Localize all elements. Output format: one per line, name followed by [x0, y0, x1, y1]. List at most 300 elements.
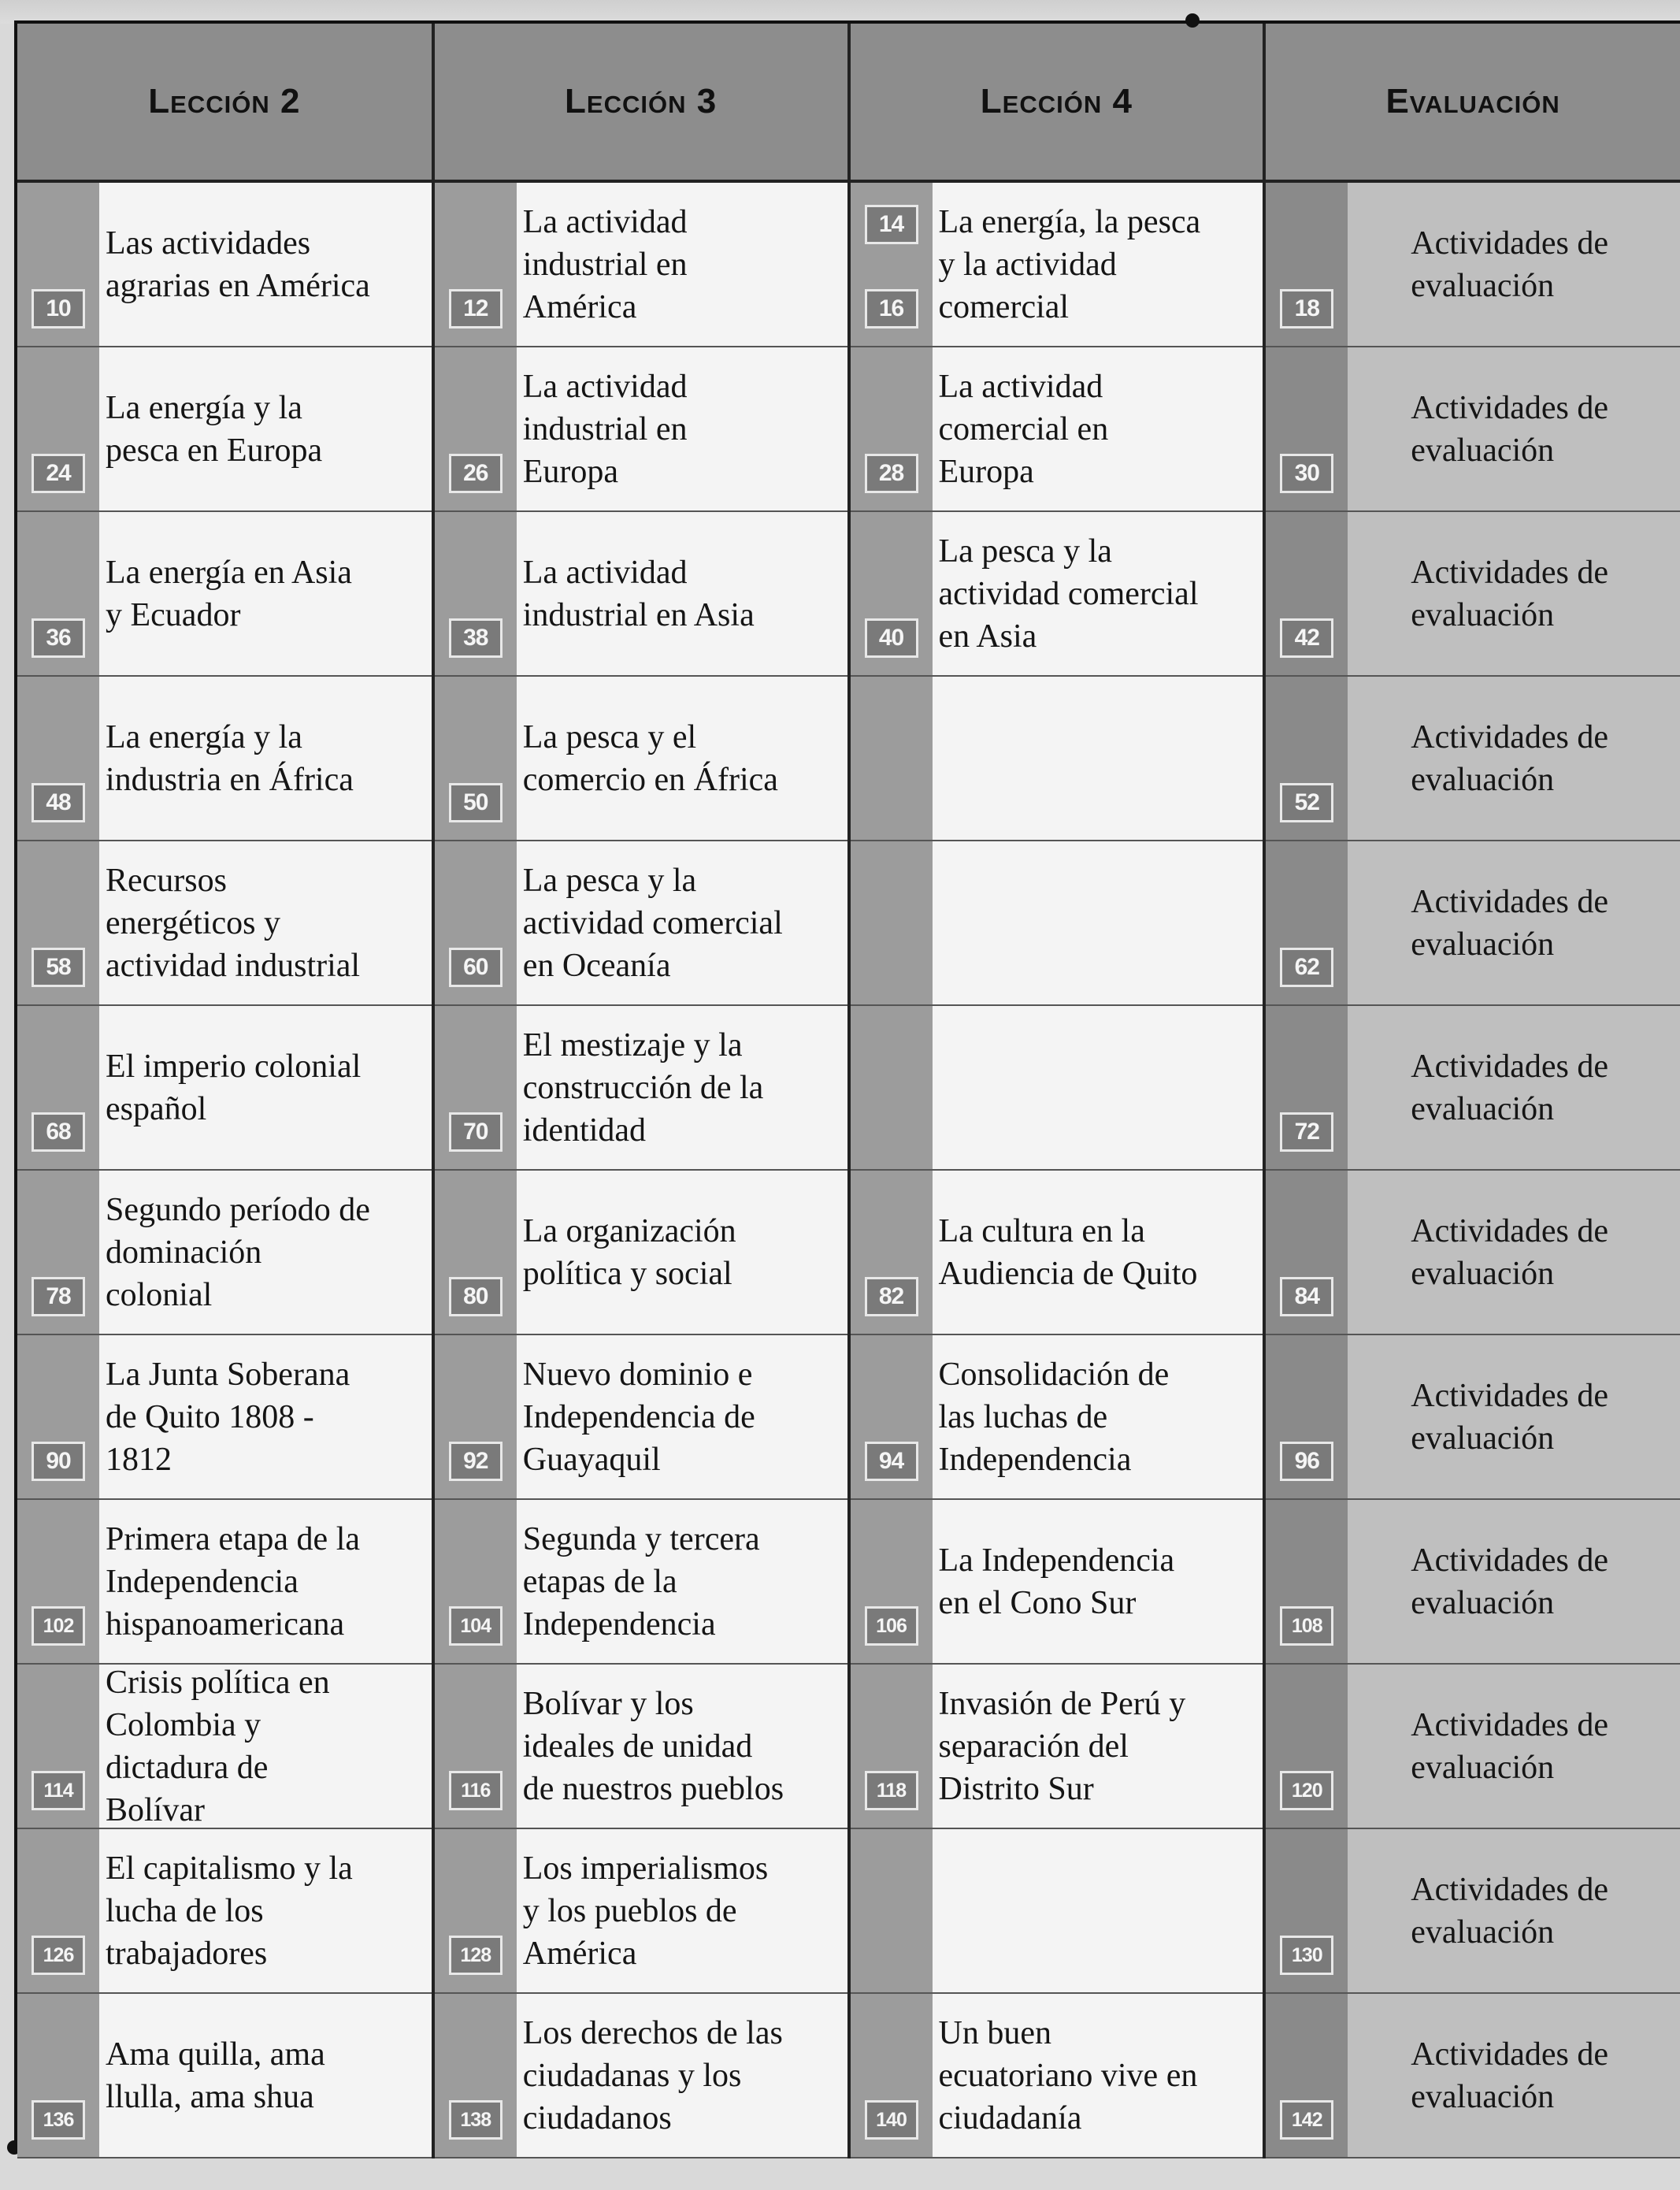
- lesson-title: La pesca y el comercio en África: [522, 718, 778, 798]
- lesson-cell: [1264, 347, 1680, 511]
- lesson-cell: [1264, 511, 1680, 676]
- lesson-cell: [17, 181, 433, 347]
- lesson-title-area: [1348, 1171, 1680, 1334]
- page-strip: [851, 841, 933, 1004]
- lesson-cell: [433, 1334, 849, 1499]
- header-leccion-4: Lección 4: [849, 24, 1265, 181]
- evaluation-title: Actividades de evaluación: [1411, 225, 1608, 304]
- lesson-title: El imperio colonial español: [106, 1048, 362, 1127]
- evaluation-cell: [1266, 677, 1680, 840]
- page-number-badge: 50: [449, 783, 503, 822]
- lesson-cell: [17, 347, 433, 511]
- page-number-badge: 130: [1280, 1936, 1333, 1975]
- page-strip: [17, 512, 99, 675]
- lesson-title: Bolívar y los ideales de unidad de nuestros pueblos: [522, 1685, 784, 1807]
- page-strip: [851, 1006, 933, 1169]
- page-strip: [435, 1665, 517, 1828]
- page-strip: [1266, 677, 1348, 840]
- evaluation-cell: [1266, 512, 1680, 675]
- lesson-title-area: [1348, 1006, 1680, 1169]
- page-number-badge: 128: [449, 1936, 503, 1975]
- page-number-badge: 72: [1280, 1112, 1333, 1152]
- page-strip: [435, 1335, 517, 1498]
- lesson-entry: [435, 1500, 847, 1663]
- lesson-cell: [17, 676, 433, 841]
- page-number-badge: 30: [1280, 454, 1333, 493]
- lesson-cell: [433, 1993, 849, 2158]
- lesson-title-area: [933, 1994, 1263, 2157]
- lesson-cell: [849, 1993, 1265, 2158]
- lesson-entry: [17, 1171, 432, 1334]
- lesson-title-area: [933, 677, 1263, 840]
- page-number-badge: 96: [1280, 1442, 1333, 1481]
- evaluation-cell: [1266, 1829, 1680, 1992]
- lesson-cell: [1264, 1334, 1680, 1499]
- lesson-title: La energía y la industria en África: [106, 718, 354, 798]
- lesson-entry: [851, 1171, 1263, 1334]
- lesson-entry: [435, 1829, 847, 1992]
- lesson-cell: [1264, 1005, 1680, 1170]
- lesson-title: Ama quilla, ama llulla, ama shua: [106, 2036, 325, 2115]
- page-strip: [1266, 1665, 1348, 1828]
- lesson-title: Los imperialismos y los pueblos de América: [522, 1850, 769, 1972]
- page-number-badge: 14: [865, 205, 918, 244]
- lesson-title: Primera etapa de la Independencia hispanoamericana: [106, 1520, 360, 1642]
- lesson-title: La cultura en la Audiencia de Quito: [938, 1212, 1198, 1292]
- lesson-title: Invasión de Perú y separación del Distrito Sur: [938, 1685, 1186, 1807]
- lesson-cell: [849, 1828, 1265, 1993]
- page-number-badge: 52: [1280, 783, 1333, 822]
- lesson-title-area: [1348, 512, 1680, 675]
- page-number-badge: 36: [32, 618, 85, 658]
- page-strip: [1266, 1006, 1348, 1169]
- lesson-title-area: [517, 183, 847, 346]
- lesson-entry: [435, 1994, 847, 2157]
- lesson-title: El mestizaje y la construcción de la identidad: [522, 1026, 764, 1149]
- page-strip: [435, 1171, 517, 1334]
- page-strip: [17, 1006, 99, 1169]
- page-number-badge: 94: [865, 1442, 918, 1481]
- lesson-title: Recursos energéticos y actividad industrial: [106, 862, 361, 984]
- page-strip: [435, 1500, 517, 1663]
- lesson-cell: [433, 841, 849, 1005]
- lesson-title: Un buen ecuatoriano vive en ciudadanía: [938, 2014, 1198, 2136]
- page-number-badge: 24: [32, 454, 85, 493]
- lesson-cell: [1264, 1664, 1680, 1828]
- page-number-badge: 26: [449, 454, 503, 493]
- contents-table: [14, 20, 1680, 2147]
- header-leccion-3: Lección 3: [433, 24, 849, 181]
- lesson-entry: [435, 347, 847, 510]
- lesson-title-area: [99, 1829, 432, 1992]
- lesson-title-area: [517, 841, 847, 1004]
- lesson-cell: [433, 1828, 849, 1993]
- lesson-title: La energía, la pesca y la actividad comercial: [938, 203, 1201, 325]
- evaluation-title: Actividades de evaluación: [1411, 2036, 1608, 2115]
- page-number-badge: 120: [1280, 1771, 1333, 1810]
- lesson-title-area: [1348, 183, 1680, 346]
- page-strip: [851, 1171, 933, 1334]
- lesson-title-area: [517, 677, 847, 840]
- evaluation-title: Actividades de evaluación: [1411, 883, 1608, 963]
- lesson-cell: [17, 1993, 433, 2158]
- table-row: [17, 1664, 1680, 1828]
- page-number-badge: 140: [865, 2100, 918, 2140]
- lesson-title: Consolidación de las luchas de Independencia: [938, 1356, 1170, 1478]
- evaluation-title: Actividades de evaluación: [1411, 1871, 1608, 1951]
- page-strip: [17, 1500, 99, 1663]
- page-number-badge: 70: [449, 1112, 503, 1152]
- table-row: [17, 841, 1680, 1005]
- page-number-badge: 62: [1280, 948, 1333, 987]
- page-number-badge: 12: [449, 289, 503, 328]
- page-number-badge: 106: [865, 1606, 918, 1646]
- lesson-title: Nuevo dominio e Independencia de Guayaquil: [522, 1356, 755, 1478]
- lesson-entry: [851, 183, 1263, 346]
- table-row: [17, 347, 1680, 511]
- lesson-title-area: [99, 677, 432, 840]
- lesson-title: La pesca y la actividad comercial en Oceanía: [522, 862, 783, 984]
- lesson-title: Los derechos de las ciudadanas y los ciudadanos: [522, 2014, 783, 2136]
- lesson-title-area: [1348, 1829, 1680, 1992]
- header-evaluacion: Evaluación: [1264, 24, 1680, 181]
- lesson-entry: [851, 1665, 1263, 1828]
- page-strip: [1266, 183, 1348, 346]
- page-strip: [1266, 1829, 1348, 1992]
- page-strip: [1266, 1500, 1348, 1663]
- lesson-cell: [17, 1828, 433, 1993]
- lesson-cell: [849, 1170, 1265, 1334]
- lesson-entry: [435, 677, 847, 840]
- lesson-cell: [1264, 676, 1680, 841]
- evaluation-cell: [1266, 1665, 1680, 1828]
- page-number-badge: 48: [32, 783, 85, 822]
- page-number-badge: 58: [32, 948, 85, 987]
- evaluation-cell: [1266, 1171, 1680, 1334]
- page-strip: [1266, 1171, 1348, 1334]
- evaluation-title: Actividades de evaluación: [1411, 554, 1608, 633]
- lesson-cell: [433, 1499, 849, 1664]
- page-number-badge: 10: [32, 289, 85, 328]
- page-number-badge: 138: [449, 2100, 503, 2140]
- evaluation-cell: [1266, 1994, 1680, 2157]
- lesson-title-area: [517, 1829, 847, 1992]
- page-strip: [1266, 1994, 1348, 2157]
- lesson-cell: [849, 1499, 1265, 1664]
- evaluation-title: Actividades de evaluación: [1411, 1706, 1608, 1786]
- lesson-entry: [17, 1665, 432, 1828]
- lesson-cell: [433, 511, 849, 676]
- lesson-title-area: [933, 841, 1263, 1004]
- page-strip: [17, 1829, 99, 1992]
- lesson-cell: [17, 1005, 433, 1170]
- lesson-title: La pesca y la actividad comercial en Asia: [938, 533, 1199, 655]
- page-strip: [1266, 347, 1348, 510]
- lesson-entry: [435, 1171, 847, 1334]
- lesson-cell: [1264, 1170, 1680, 1334]
- page-strip: [851, 512, 933, 675]
- page-strip: [435, 1829, 517, 1992]
- page-strip: [435, 1994, 517, 2157]
- lesson-entry: [851, 1994, 1263, 2157]
- lesson-entry: [17, 1994, 432, 2157]
- lesson-cell: [17, 1664, 433, 1828]
- page-number-badge: 92: [449, 1442, 503, 1481]
- lesson-cell: [17, 1170, 433, 1334]
- page-number-badge: 84: [1280, 1277, 1333, 1316]
- page-strip: [435, 677, 517, 840]
- lesson-title: La actividad industrial en Europa: [522, 368, 688, 490]
- lesson-title: La energía en Asia y Ecuador: [106, 554, 352, 633]
- evaluation-title: Actividades de evaluación: [1411, 1542, 1608, 1621]
- lesson-title: La Independencia en el Cono Sur: [938, 1542, 1175, 1621]
- lessons-grid: [17, 24, 1680, 2158]
- lesson-title-area: [933, 1665, 1263, 1828]
- lesson-cell: [849, 347, 1265, 511]
- table-row: [17, 1005, 1680, 1170]
- lesson-entry: [17, 677, 432, 840]
- page-number-badge: 80: [449, 1277, 503, 1316]
- corner-dot: [1185, 13, 1200, 28]
- page-strip: [1266, 1335, 1348, 1498]
- page-number-badge: 16: [865, 289, 918, 328]
- page-number-badge: 114: [32, 1771, 85, 1810]
- table-body: [17, 181, 1680, 2158]
- page-number-badge: 40: [865, 618, 918, 658]
- lesson-title-area: [933, 512, 1263, 675]
- page-number-badge: 136: [32, 2100, 85, 2140]
- lesson-entry: [851, 677, 1263, 840]
- lesson-cell: [17, 1334, 433, 1499]
- lesson-entry: [17, 347, 432, 510]
- page-strip: [1266, 841, 1348, 1004]
- lesson-title-area: [517, 1006, 847, 1169]
- lesson-cell: [849, 1664, 1265, 1828]
- evaluation-title: Actividades de evaluación: [1411, 718, 1608, 798]
- lesson-title-area: [517, 1994, 847, 2157]
- lesson-entry: [17, 1500, 432, 1663]
- lesson-title-area: [1348, 1500, 1680, 1663]
- page-strip: [851, 1335, 933, 1498]
- page-number-badge: 116: [449, 1771, 503, 1810]
- lesson-cell: [1264, 841, 1680, 1005]
- lesson-title: El capitalismo y la lucha de los trabajadores: [106, 1850, 353, 1972]
- lesson-entry: [435, 1665, 847, 1828]
- lesson-title: Las actividades agrarias en América: [106, 225, 370, 304]
- lesson-cell: [17, 1499, 433, 1664]
- page-strip: [435, 183, 517, 346]
- page-strip: [1266, 512, 1348, 675]
- lesson-title-area: [1348, 841, 1680, 1004]
- lesson-title-area: [1348, 1994, 1680, 2157]
- lesson-title-area: [517, 1335, 847, 1498]
- lesson-title-area: [933, 1006, 1263, 1169]
- header-leccion-2: Lección 2: [17, 24, 433, 181]
- lesson-cell: [1264, 1828, 1680, 1993]
- lesson-title: La Junta Soberana de Quito 1808 - 1812: [106, 1356, 350, 1478]
- lesson-entry: [17, 183, 432, 346]
- page-strip: [17, 677, 99, 840]
- page-strip: [17, 1994, 99, 2157]
- page-strip: [435, 347, 517, 510]
- lesson-entry: [851, 1829, 1263, 1992]
- page-number-badge: 108: [1280, 1606, 1333, 1646]
- lesson-title: La actividad industrial en América: [522, 203, 688, 325]
- lesson-entry: [435, 183, 847, 346]
- lesson-title-area: [933, 1335, 1263, 1498]
- lesson-title-area: [99, 1500, 432, 1663]
- lesson-title-area: [99, 1665, 432, 1828]
- table-row: [17, 1993, 1680, 2158]
- table-row: [17, 1499, 1680, 1664]
- lesson-title: Crisis política en Colombia y dictadura de Bolívar: [106, 1664, 330, 1828]
- lesson-cell: [1264, 181, 1680, 347]
- lesson-entry: [435, 841, 847, 1004]
- lesson-cell: [433, 181, 849, 347]
- lesson-entry: [17, 1006, 432, 1169]
- lesson-entry: [17, 512, 432, 675]
- table-row: [17, 676, 1680, 841]
- page-number-badge: 78: [32, 1277, 85, 1316]
- lesson-title-area: [1348, 677, 1680, 840]
- page-strip: [851, 347, 933, 510]
- lesson-cell: [17, 841, 433, 1005]
- page-number-badge: 118: [865, 1771, 918, 1810]
- lesson-title-area: [517, 1665, 847, 1828]
- lesson-entry: [435, 1006, 847, 1169]
- lesson-cell: [433, 1170, 849, 1334]
- lesson-title-area: [99, 1994, 432, 2157]
- lesson-cell: [433, 347, 849, 511]
- page-number-badge: 126: [32, 1936, 85, 1975]
- lesson-title-area: [933, 1500, 1263, 1663]
- table-row: [17, 1828, 1680, 1993]
- table-row: [17, 1170, 1680, 1334]
- page-strip: [435, 841, 517, 1004]
- lesson-entry: [851, 1500, 1263, 1663]
- lesson-entry: [851, 1006, 1263, 1169]
- lesson-entry: [851, 512, 1263, 675]
- lesson-title-area: [933, 1829, 1263, 1992]
- table-row: [17, 511, 1680, 676]
- lesson-title-area: [517, 512, 847, 675]
- lesson-title: Segundo período de dominación colonial: [106, 1191, 370, 1313]
- page-strip: [435, 512, 517, 675]
- lesson-title: La energía y la pesca en Europa: [106, 389, 323, 469]
- evaluation-title: Actividades de evaluación: [1411, 389, 1608, 469]
- lesson-cell: [849, 841, 1265, 1005]
- lesson-title-area: [99, 183, 432, 346]
- page-strip: [17, 1665, 99, 1828]
- evaluation-cell: [1266, 183, 1680, 346]
- lesson-cell: [433, 676, 849, 841]
- lesson-title-area: [1348, 1335, 1680, 1498]
- evaluation-cell: [1266, 1006, 1680, 1169]
- lesson-cell: [849, 676, 1265, 841]
- lesson-entry: [435, 1335, 847, 1498]
- page-strip: [435, 1006, 517, 1169]
- page-number-badge: 90: [32, 1442, 85, 1481]
- lesson-title-area: [933, 183, 1263, 346]
- page-strip: [17, 183, 99, 346]
- lesson-title: Segunda y tercera etapas de la Independencia: [522, 1520, 760, 1642]
- page-strip: [851, 1994, 933, 2157]
- page-number-badge: 38: [449, 618, 503, 658]
- evaluation-cell: [1266, 347, 1680, 510]
- page-strip: [851, 183, 933, 346]
- evaluation-cell: [1266, 841, 1680, 1004]
- lesson-cell: [433, 1005, 849, 1170]
- lesson-title-area: [99, 1006, 432, 1169]
- page-strip: [851, 1500, 933, 1663]
- page-number-badge: 68: [32, 1112, 85, 1152]
- lesson-title-area: [517, 347, 847, 510]
- lesson-entry: [851, 1335, 1263, 1498]
- lesson-cell: [849, 511, 1265, 676]
- page-number-badge: 18: [1280, 289, 1333, 328]
- lesson-title: La actividad industrial en Asia: [522, 554, 755, 633]
- lesson-title-area: [99, 1171, 432, 1334]
- page-number-badge: 82: [865, 1277, 918, 1316]
- lesson-title-area: [933, 1171, 1263, 1334]
- page-strip: [851, 1829, 933, 1992]
- lesson-title: La actividad comercial en Europa: [938, 368, 1109, 490]
- lesson-entry: [435, 512, 847, 675]
- lesson-cell: [17, 511, 433, 676]
- lesson-title-area: [933, 347, 1263, 510]
- lesson-cell: [433, 1664, 849, 1828]
- page-strip: [17, 841, 99, 1004]
- page-strip: [17, 1171, 99, 1334]
- lesson-entry: [17, 1829, 432, 1992]
- page-strip: [17, 1335, 99, 1498]
- lesson-entry: [17, 1335, 432, 1498]
- page-strip: [851, 1665, 933, 1828]
- evaluation-cell: [1266, 1335, 1680, 1498]
- lesson-title-area: [99, 841, 432, 1004]
- page-number-badge: 142: [1280, 2100, 1333, 2140]
- lesson-title-area: [517, 1171, 847, 1334]
- table-row: [17, 1334, 1680, 1499]
- lesson-cell: [849, 1005, 1265, 1170]
- page-number-badge: 28: [865, 454, 918, 493]
- lesson-title-area: [1348, 347, 1680, 510]
- evaluation-title: Actividades de evaluación: [1411, 1212, 1608, 1292]
- lesson-title-area: [99, 512, 432, 675]
- page-strip: [851, 677, 933, 840]
- lesson-title-area: [99, 347, 432, 510]
- page-number-badge: 104: [449, 1606, 503, 1646]
- lesson-cell: [1264, 1499, 1680, 1664]
- lesson-title: La organización política y social: [522, 1212, 736, 1292]
- lesson-title-area: [99, 1335, 432, 1498]
- lesson-cell: [849, 181, 1265, 347]
- page-number-badge: 102: [32, 1606, 85, 1646]
- lesson-cell: [849, 1334, 1265, 1499]
- lesson-entry: [17, 841, 432, 1004]
- lesson-cell: [1264, 1993, 1680, 2158]
- table-row: [17, 181, 1680, 347]
- header-row: [17, 24, 1680, 181]
- page-number-badge: 42: [1280, 618, 1333, 658]
- evaluation-cell: [1266, 1500, 1680, 1663]
- evaluation-title: Actividades de evaluación: [1411, 1048, 1608, 1127]
- lesson-entry: [851, 841, 1263, 1004]
- page-strip: [17, 347, 99, 510]
- lesson-title-area: [517, 1500, 847, 1663]
- evaluation-title: Actividades de evaluación: [1411, 1377, 1608, 1457]
- lesson-entry: [851, 347, 1263, 510]
